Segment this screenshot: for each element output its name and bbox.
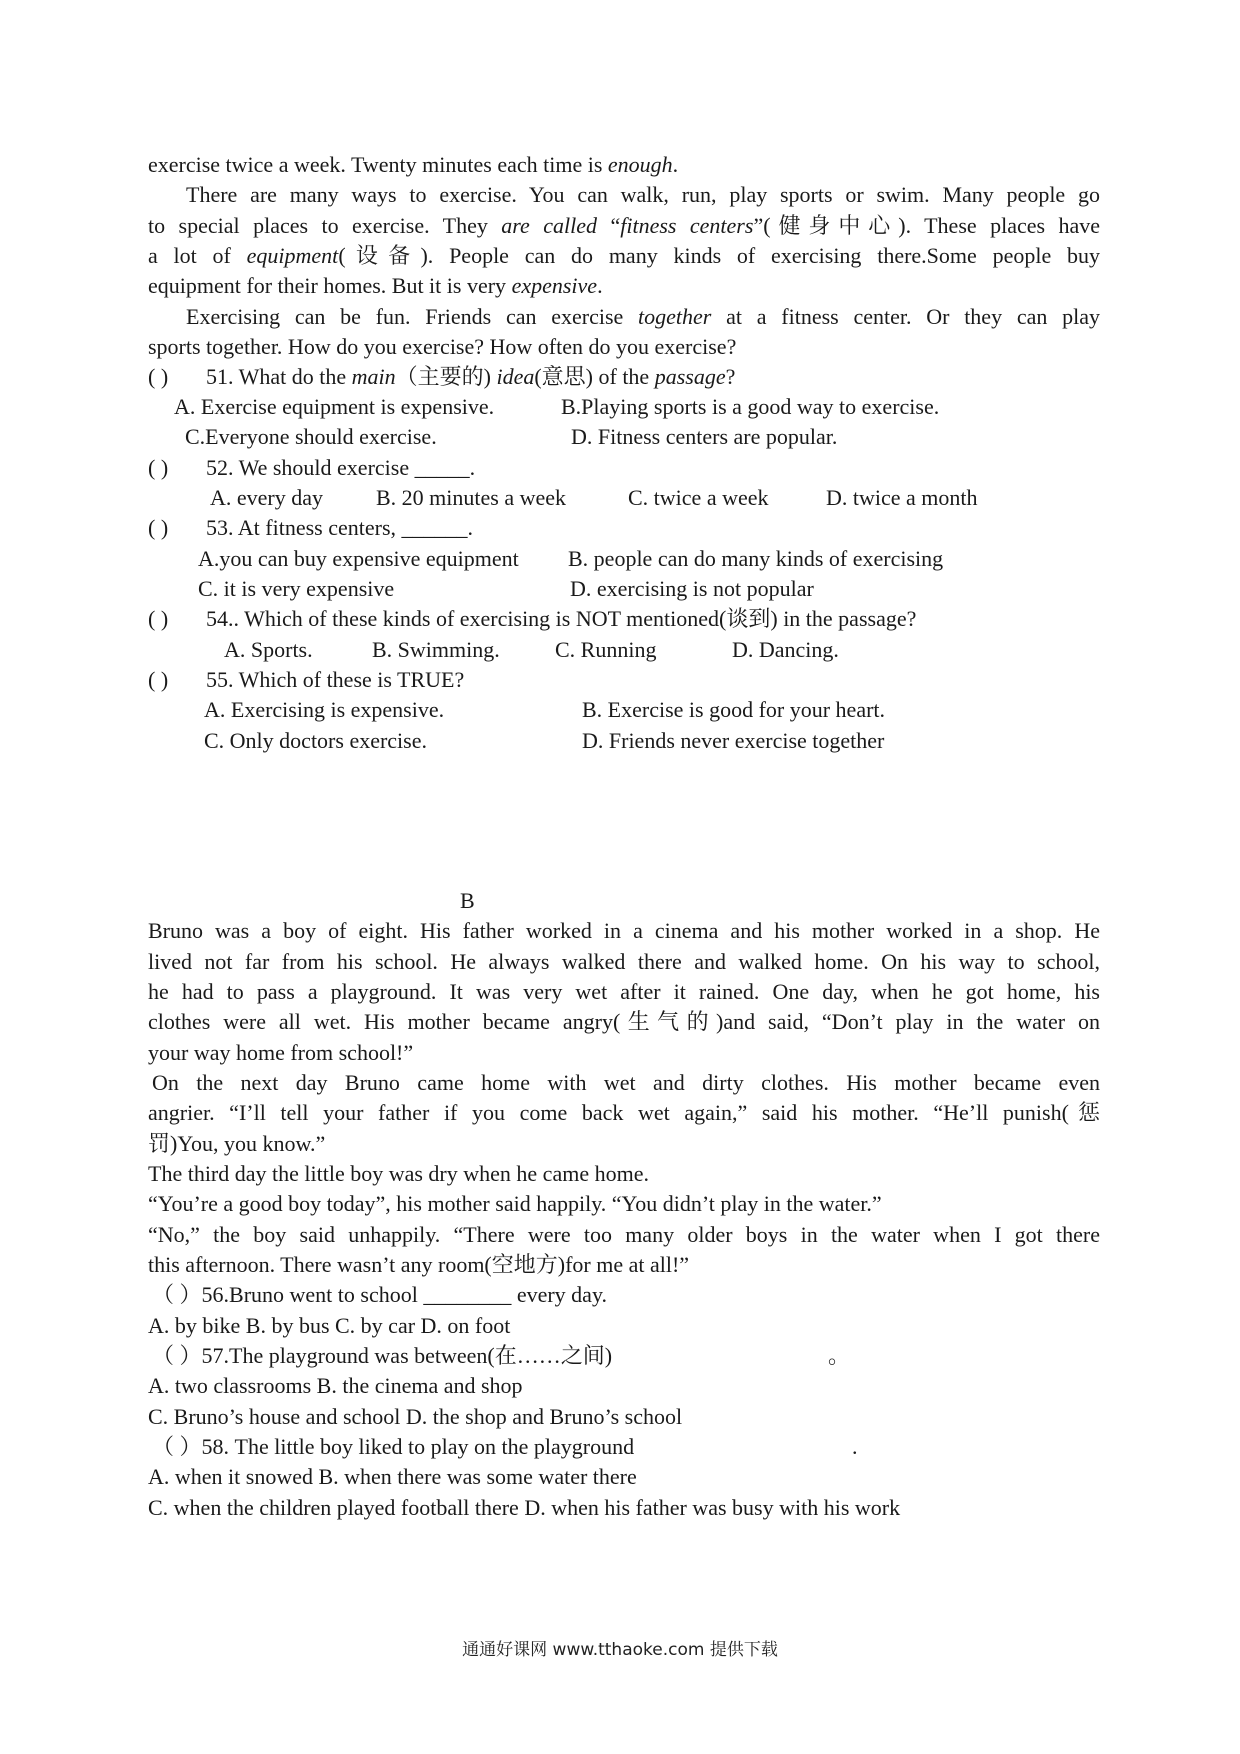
passage-b-line: Bruno was a boy of eight. His father worked in a cinema and his mother worked in a shop. He — [148, 918, 1100, 943]
option-a: A. Exercising is expensive. — [204, 697, 445, 722]
question-58-options: C. when the children played football there D. when his father was busy with his work — [148, 1495, 901, 1520]
option-c: C.Everyone should exercise. — [185, 424, 437, 449]
question-58-tail: . — [852, 1434, 858, 1459]
passage-b-line: clothes were all wet. His mother became angry(生气的)and said, “Don’t play in the water on — [148, 1009, 1100, 1034]
section-heading: B — [460, 888, 475, 913]
option-b: B. Exercise is good for your heart. — [582, 697, 886, 722]
option-b: B. Swimming. — [372, 637, 500, 662]
answer-blank[interactable]: ( ) — [148, 515, 169, 540]
answer-blank[interactable]: ( ) — [148, 667, 169, 692]
option-d: D. Fitness centers are popular. — [571, 424, 838, 449]
passage-a-line: equipment for their homes. But it is very expensive. — [148, 273, 603, 298]
passage-b-line: lived not far from his school. He always walked there and walked home. On his way to school, — [148, 949, 1100, 974]
question-52: ( ) 52. We should exercise _____. — [148, 451, 475, 485]
option-d: D. twice a month — [826, 485, 978, 510]
option-b: B. 20 minutes a week — [376, 485, 567, 510]
question-58: （ ）58. The little boy liked to play on the playground — [152, 1434, 635, 1459]
passage-b-line: On the next day Bruno came home with wet and dirty clothes. His mother became even — [152, 1070, 1100, 1095]
option-a: A. Exercise equipment is expensive. — [174, 394, 495, 419]
passage-b-line: “You’re a good boy today”, his mother said happily. “You didn’t play in the water.” — [148, 1191, 882, 1216]
answer-blank[interactable]: ( ) — [148, 606, 169, 631]
question-57-tail: 。 — [828, 1343, 851, 1368]
passage-b-line: The third day the little boy was dry when he came home. — [148, 1161, 649, 1186]
page-footer: 通通好课网 www.tthaoke.com 提供下载 — [462, 1640, 778, 1660]
option-c: C. twice a week — [628, 485, 769, 510]
question-57-options: A. two classrooms B. the cinema and shop — [148, 1373, 523, 1398]
passage-b-line: “No,” the boy said unhappily. “There were too many older boys in the water when I got there — [148, 1222, 1100, 1247]
option-a: A. every day — [210, 485, 324, 510]
question-57: （ ）57.The playground was between(在……之间) — [152, 1343, 613, 1368]
passage-b-line: he had to pass a playground. It was very wet after it rained. One day, when he got home, his — [148, 979, 1100, 1004]
option-c: C. it is very expensive — [198, 576, 395, 601]
answer-blank[interactable]: （ ） — [152, 1282, 202, 1307]
option-c: C. Only doctors exercise. — [204, 728, 427, 753]
passage-b-line: your way home from school!” — [148, 1040, 414, 1065]
question-55: ( ) 55. Which of these is TRUE? — [148, 663, 464, 697]
passage-a-line: a lot of equipment(设备). People can do many kinds of exercising there.Some people buy — [148, 243, 1100, 268]
question-56: （ ）56.Bruno went to school ________ every day. — [152, 1282, 608, 1307]
option-b: B.Playing sports is a good way to exercise. — [561, 394, 940, 419]
answer-blank[interactable]: （ ） — [152, 1343, 202, 1368]
answer-blank[interactable]: （ ） — [152, 1434, 202, 1459]
question-54: ( ) 54.. Which of these kinds of exercising is NOT mentioned(谈到) in the passage? — [148, 602, 916, 636]
option-d: D. exercising is not popular — [570, 576, 814, 601]
option-b: B. people can do many kinds of exercising — [568, 546, 944, 571]
passage-a-line: Exercising can be fun. Friends can exercise together at a fitness center. Or they can play — [186, 304, 1100, 329]
question-51: ( ) 51. What do the main（主要的) idea(意思) of the passage? — [148, 360, 735, 394]
passage-a-line: There are many ways to exercise. You can walk, run, play sports or swim. Many people go — [186, 182, 1100, 207]
option-a: A. Sports. — [224, 637, 313, 662]
question-56-options: A. by bike B. by bus C. by car D. on foot — [148, 1313, 511, 1338]
passage-b-line: this afternoon. There wasn’t any room(空地方)for me at all!” — [148, 1252, 690, 1277]
option-a: A.you can buy expensive equipment — [198, 546, 519, 571]
passage-b-line: angrier. “I’ll tell your father if you come back wet again,” said his mother. “He’ll punish(惩 — [148, 1100, 1100, 1125]
option-d: D. Dancing. — [732, 637, 839, 662]
question-57-options: C. Bruno’s house and school D. the shop and Bruno’s school — [148, 1404, 683, 1429]
option-c: C. Running — [555, 637, 657, 662]
question-58-options: A. when it snowed B. when there was some water there — [148, 1464, 637, 1489]
answer-blank[interactable]: ( ) — [148, 364, 169, 389]
passage-b-line: 罚)You, you know.” — [148, 1131, 326, 1156]
answer-blank[interactable]: ( ) — [148, 455, 169, 480]
passage-a-line: exercise twice a week. Twenty minutes each time is enough. — [148, 152, 679, 177]
passage-a-line: sports together. How do you exercise? How often do you exercise? — [148, 334, 737, 359]
question-53: ( ) 53. At fitness centers, ______. — [148, 511, 473, 545]
option-d: D. Friends never exercise together — [582, 728, 885, 753]
passage-a-line: to special places to exercise. They are called “fitness centers”(健身中心). These places have — [148, 213, 1101, 238]
